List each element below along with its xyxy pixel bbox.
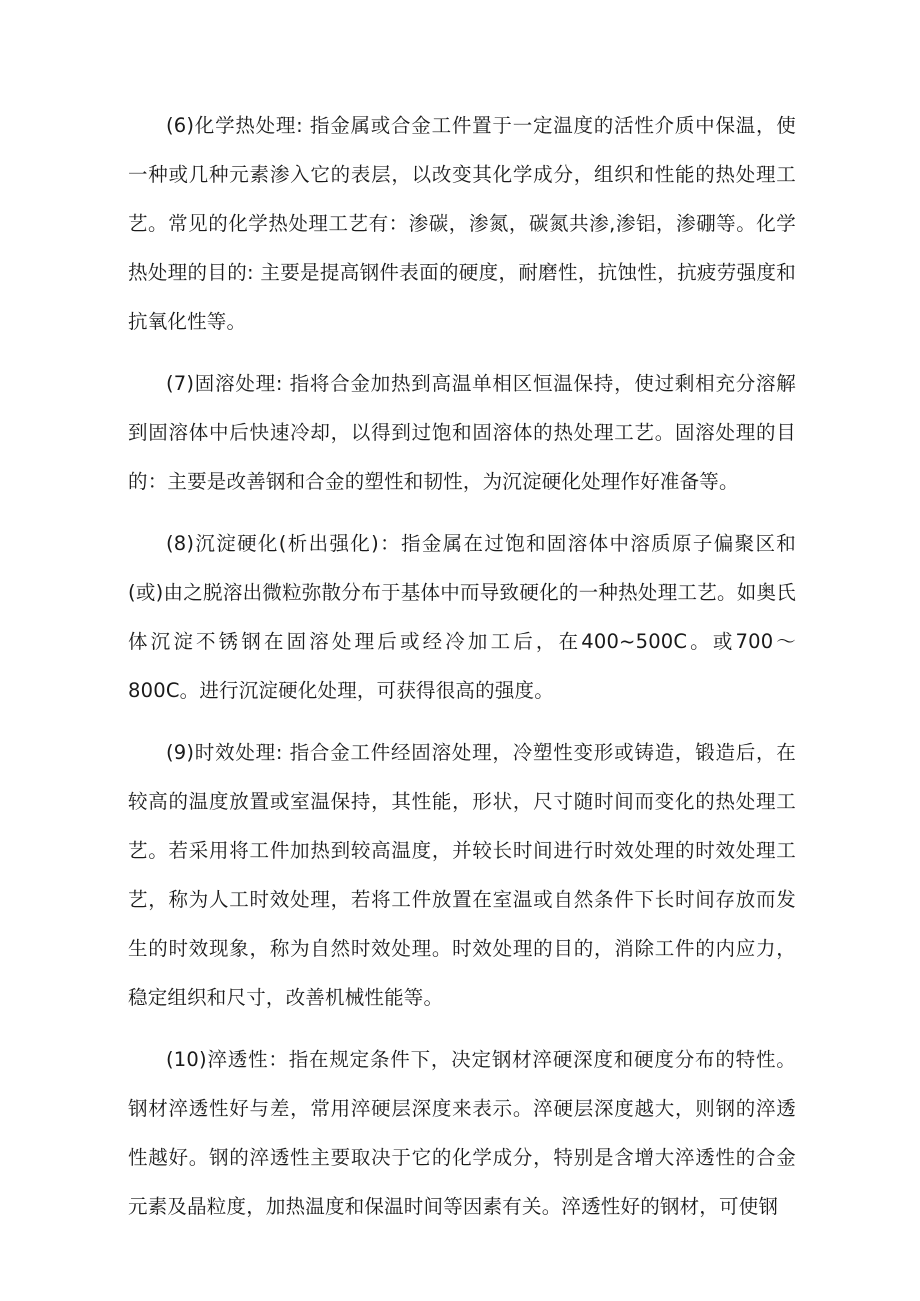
paragraph-solution-treatment: (7)固溶处理: 指将合金加热到高温单相区恒温保持，使过剩相充分溶解到固溶体中后快速冷却，以得到过饱和固溶体的热处理工艺。固溶处理的目的：主要是改善钢和合金的塑性和韧性，为沉淀硬化处理作好准备等。 [128, 372, 796, 493]
paragraph-aging-treatment: (9)时效处理: 指合金工件经固溶处理，冷塑性变形或铸造，锻造后，在较高的温度放置或室温保持，其性能，形状，尺寸随时间而变化的热处理工艺。若采用将工件加热到较高温度，并较长时间进行时效处理的时效处理工艺，称为人工时效处理，若将工件放置在室温或自然条件下长时间存放而发生的时效现象，称为自然时效处理。时效处理的目的，消除工件的内应力，稳定组织和尺寸，改善机械性能等。 [128, 741, 796, 1009]
document-body [128, 101, 796, 1244]
paragraph-precipitation-hardening: (8)沉淀硬化(析出强化)：指金属在过饱和固溶体中溶质原子偏聚区和(或)由之脱溶出微粒弥散分布于基体中而导致硬化的一种热处理工艺。如奥氏体沉淀不锈钢在固溶处理后或经冷加工后，在400~500C。或700～800C。进行沉淀硬化处理，可获得很高的强度。 [128, 532, 796, 702]
paragraph-hardenability: (10)淬透性：指在规定条件下，决定钢材淬硬深度和硬度分布的特性。钢材淬透性好与差，常用淬硬层深度来表示。淬硬层深度越大，则钢的淬透性越好。钢的淬透性主要取决于它的化学成分，特别是含增大淬透性的合金元素及晶粒度，加热温度和保温时间等因素有关。淬透性好的钢材，可使钢 [128, 1048, 796, 1218]
paragraph-chemical-heat-treatment: (6)化学热处理: 指金属或合金工件置于一定温度的活性介质中保温，使一种或几种元素渗入它的表层，以改变其化学成分，组织和性能的热处理工艺。常见的化学热处理工艺有：渗碳，渗氮，碳氮共渗,渗铝，渗硼等。化学热处理的目的: 主要是提高钢件表面的硬度，耐磨性，抗蚀性，抗疲劳强度和抗氧化性等。 [128, 114, 796, 333]
